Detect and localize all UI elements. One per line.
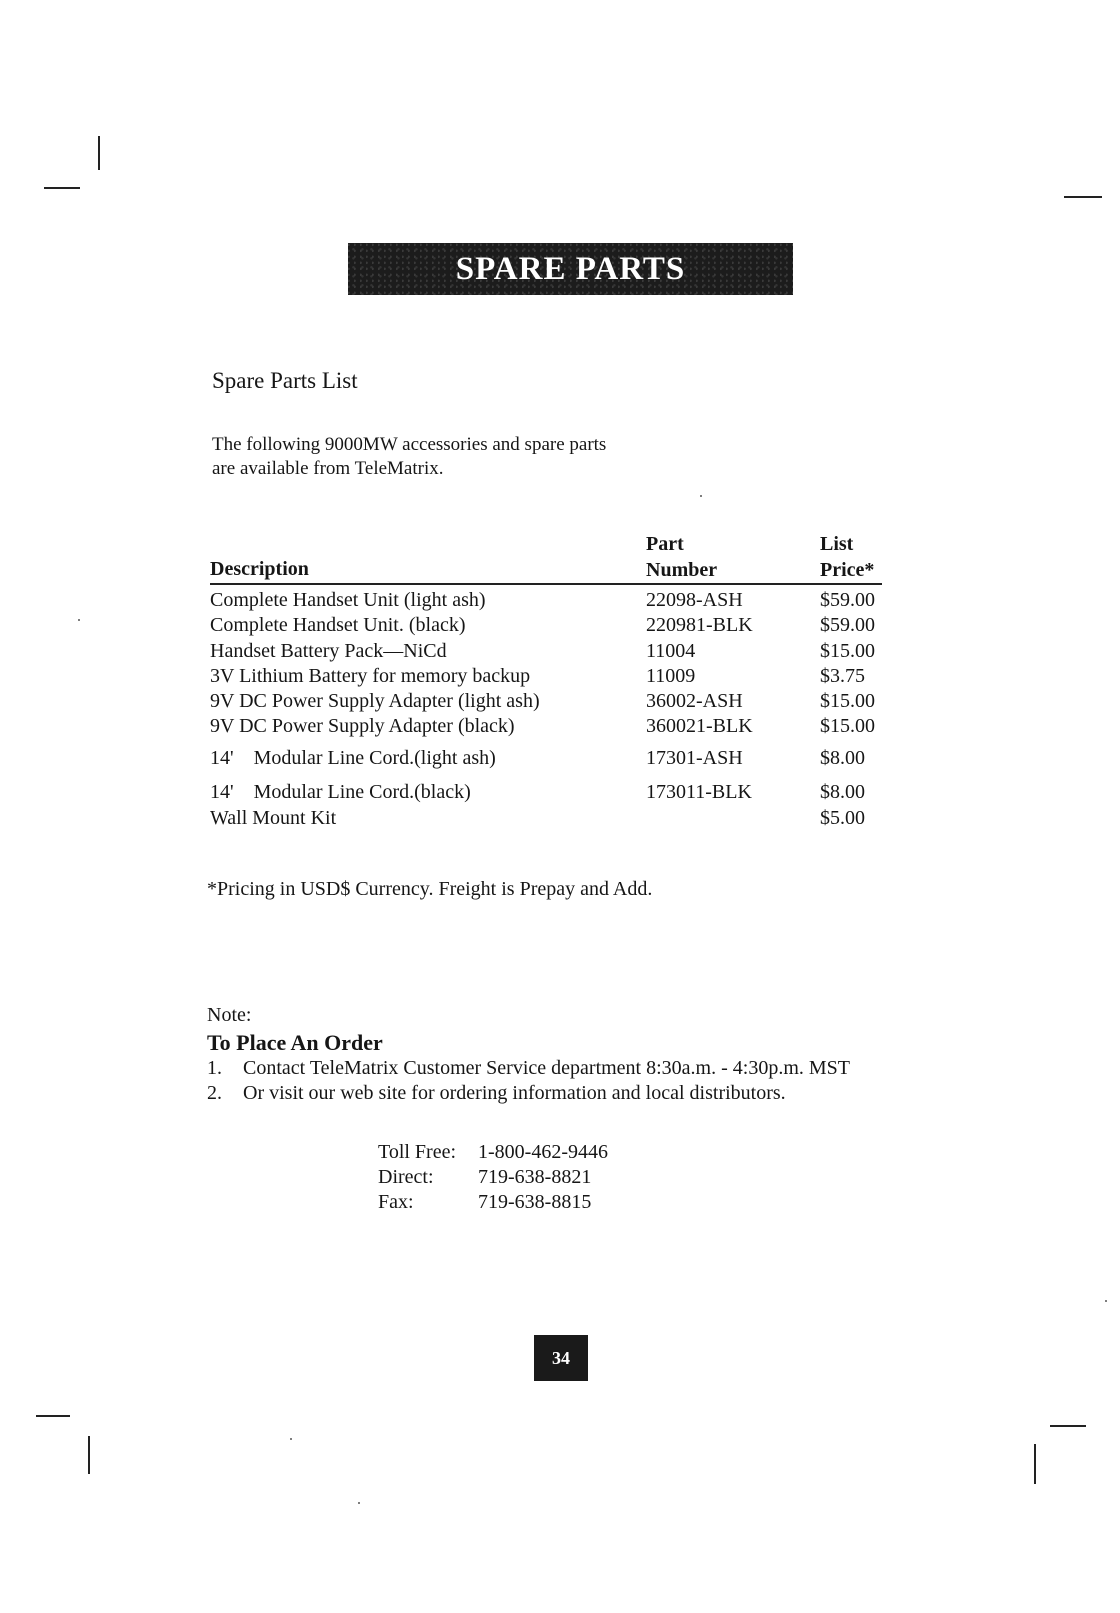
order-title: To Place An Order: [207, 1030, 383, 1055]
header-part-line: Number: [646, 559, 718, 581]
note-label: Note:: [207, 1004, 252, 1026]
row-price: $15.00: [820, 640, 875, 662]
row-description: 14' Modular Line Cord.(black): [210, 781, 471, 803]
row-description: 9V DC Power Supply Adapter (black): [210, 715, 515, 737]
contact-line: [378, 1191, 591, 1214]
row-part-number: 360021-BLK: [646, 715, 753, 737]
scan-speck: [290, 1438, 292, 1440]
header-part-number: [646, 531, 717, 583]
scan-speck: [700, 495, 702, 497]
contact-value: 719-638-8821: [478, 1166, 592, 1188]
order-step: [207, 1082, 786, 1105]
step-number: 2.: [207, 1082, 222, 1104]
row-part-number: 173011-BLK: [646, 781, 752, 803]
scan-mark: [1034, 1444, 1036, 1484]
table-row: [0, 713, 1120, 739]
contact-label: Direct:: [378, 1166, 434, 1188]
row-price: $15.00: [820, 690, 875, 712]
order-step: [207, 1057, 850, 1080]
row-price: $59.00: [820, 614, 875, 636]
scan-mark: [36, 1415, 70, 1417]
scan-speck: [358, 1502, 360, 1504]
section-title: Spare Parts List: [212, 368, 358, 393]
header-part-line: Part: [646, 533, 684, 555]
row-price: $8.00: [820, 781, 865, 803]
pricing-footnote: *Pricing in USD$ Currency. Freight is Prepay and Add.: [207, 878, 653, 900]
row-price: $8.00: [820, 747, 865, 769]
scan-mark: [98, 136, 100, 170]
row-price: $5.00: [820, 807, 865, 829]
scan-mark: [1064, 196, 1102, 198]
row-part-number: 220981-BLK: [646, 614, 753, 636]
table-row: [0, 805, 1120, 831]
intro-line: are available from TeleMatrix.: [212, 458, 444, 479]
row-part-number: 17301-ASH: [646, 747, 743, 769]
row-description: Complete Handset Unit. (black): [210, 614, 466, 636]
header-description: Description: [210, 558, 309, 580]
step-text: Or visit our web site for ordering information and local distributors.: [243, 1082, 786, 1104]
row-price: $15.00: [820, 715, 875, 737]
contact-label: Fax:: [378, 1191, 414, 1213]
table-row: [0, 663, 1120, 689]
row-description: Complete Handset Unit (light ash): [210, 589, 486, 611]
table-row: [0, 638, 1120, 664]
header-rule: [210, 583, 882, 585]
header-price-line: Price*: [820, 559, 875, 581]
table-row: [0, 587, 1120, 613]
row-description: 14' Modular Line Cord.(light ash): [210, 747, 496, 769]
scan-mark: [88, 1436, 90, 1474]
table-row: [0, 688, 1120, 714]
contact-line: [378, 1166, 591, 1189]
header-price-line: List: [820, 533, 854, 555]
intro-line: The following 9000MW accessories and spare parts: [212, 434, 607, 455]
row-description: Handset Battery Pack—NiCd: [210, 640, 447, 662]
row-price: $3.75: [820, 665, 865, 687]
row-description: 3V Lithium Battery for memory backup: [210, 665, 531, 687]
table-row: [0, 612, 1120, 638]
contact-value: 1-800-462-9446: [478, 1141, 608, 1163]
step-text: Contact TeleMatrix Customer Service department 8:30a.m. - 4:30p.m. MST: [243, 1057, 851, 1079]
step-number: 1.: [207, 1057, 222, 1079]
table-row: [0, 779, 1120, 805]
scan-speck: [1105, 1300, 1107, 1302]
row-part-number: 22098-ASH: [646, 589, 743, 611]
page-number: 34: [534, 1335, 588, 1381]
intro-paragraph: [212, 433, 712, 481]
row-part-number: 11009: [646, 665, 696, 687]
row-description: 9V DC Power Supply Adapter (light ash): [210, 690, 540, 712]
contact-label: Toll Free:: [378, 1141, 457, 1163]
header-list-price: [820, 531, 874, 583]
page-banner: [348, 243, 793, 295]
contact-line: [378, 1141, 608, 1164]
row-part-number: 11004: [646, 640, 696, 662]
scan-mark: [44, 187, 80, 189]
banner-title: SPARE PARTS: [455, 250, 686, 287]
row-description: Wall Mount Kit: [210, 807, 337, 829]
scan-mark: [1050, 1425, 1086, 1427]
table-row: [0, 745, 1120, 771]
row-price: $59.00: [820, 589, 875, 611]
row-part-number: 36002-ASH: [646, 690, 743, 712]
contact-value: 719-638-8815: [478, 1191, 592, 1213]
